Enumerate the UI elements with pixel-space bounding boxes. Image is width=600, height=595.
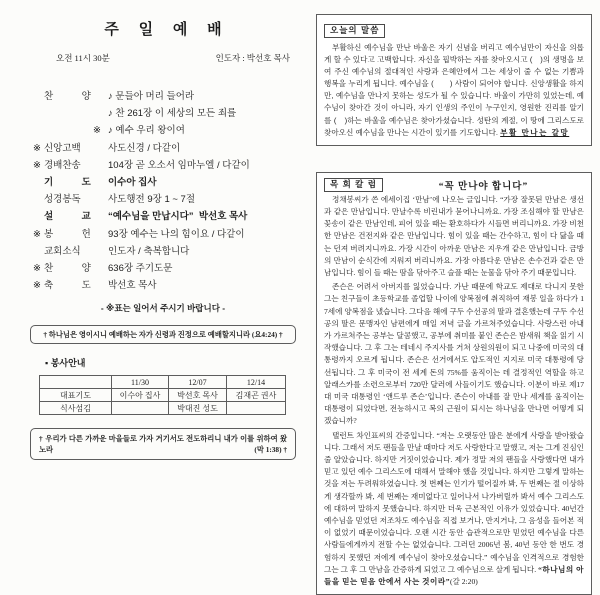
duty-header-row — [40, 376, 286, 389]
worship-leader: 인도자 : 박선호 목사 — [215, 53, 290, 63]
order-row-prayer — [30, 174, 296, 191]
order-row — [30, 243, 296, 260]
todays-word-text: 부활하신 예수님을 만난 바울은 자기 신념을 버리고 예수님만이 자신을 의롭게 할 수 있다고 고백합니다. 자신을 핍박하는 자를 찾아오시고 ( )의 생명을 보여 주신 예수님의 절대적인 사랑과 은혜안에서 그는 세상이 줄 수 없는 기쁨과 행복을 누리게 됩니다. 예수님을 ( ) 사람이 되어야 합니다. 신앙생활을 하지만, 예수님을 만나지 못하는 성도가 될 수 있습니다. 바울이 가만히 있었는데, 예수님이 찾아간 것이 아니라, 자기 인생의 주인이 누구인지, 영원한 진리를 알기를 ( )하는 바울을 예수님은 찾아가셨습니다. 성탄의 계절, 이 땅에 그리스도로 찾아오신 예수님을 만나는 시간이 있기를 기도합니다. — [324, 43, 584, 137]
worship-time: 오전 11시 30분 — [56, 53, 110, 63]
order-label: 신앙고백 — [44, 142, 81, 154]
duty-cell: 박대진 성도 — [169, 402, 227, 415]
stand-mark — [30, 191, 44, 208]
stand-mark — [30, 243, 44, 260]
verse-box-bottom — [30, 428, 296, 460]
pastoral-column-title: 목 회 칼 럼 — [324, 178, 383, 192]
duty-cell: 대표기도 — [40, 389, 112, 402]
order-row-sermon — [30, 208, 296, 225]
duty-cell: 박선호 목사 — [169, 389, 227, 402]
order-content: 사도신경 / 다같이 — [108, 142, 181, 154]
stand-mark — [30, 208, 44, 225]
duty-header-cell: 11/30 — [112, 376, 169, 389]
page-title: 주 일 예 배 — [104, 22, 230, 38]
pastoral-column-section — [316, 172, 592, 595]
order-label: 교회소식 — [44, 245, 81, 257]
pastoral-column-header — [324, 178, 584, 192]
todays-word-title: 오늘의 말씀 — [324, 24, 385, 38]
stand-mark: ※ — [33, 228, 41, 240]
stand-mark: ※ — [33, 159, 41, 171]
worship-order-list — [30, 88, 296, 294]
stand-mark — [30, 174, 44, 191]
order-label: 설 교 — [44, 211, 91, 223]
order-label: 찬 양 — [44, 262, 91, 274]
order-row — [30, 157, 296, 174]
verse-box-top: † 하나님은 영이시니 예배하는 자가 신령과 진정으로 예배할지니라 (요4:24) † — [30, 325, 296, 344]
stand-mark: ※ — [33, 262, 41, 274]
duty-cell: 이수아 집사 — [112, 389, 169, 402]
pastoral-paragraph-3-text: 탤런트 차인표씨의 간증입니다. “저는 오랫동안 많은 분에게 사랑을 받아왔습니다. 그래서 저도 팬들을 만날 때마다 저도 사랑한다고 말했고, 저는 그게 진심인 줄 알았습니다. 하지만 거짓이었습니다. 제가 정말 저의 팬들을 사랑했다면 내가 믿고 있던 예수 그리스도에 대해서 말해야 했을 것입니다. 하지만 그렇게 말하는 것을 저는 두려워하였습니다. 첫 번째는 인기가 떨어질까 봐, 두 번째는 절 이상하게 생각할까 봐, 세 번째는 재미없다고 일어나서 나가버릴까 봐서 예수 그리스도에 대하여 말하지 못했습니다. 하지만 더욱 근본적인 이유가 있었습니다. 40년간 예수님을 믿었던 저조차도 예수님을 직접 보거나, 만지거나, 그 음성을 들어본 적이 없었기 때문이었습니다. 오랜 시간 동안 습관적으로만 믿었던 예수님을 다른 사람들에게까지 전할 수는 없었습니다. 그러던 2006년 봄, 40년 동안 한 번도 경험하지 못했던 저에게 예수님이 찾아오셨습니다.” 예수님을 인격적으로 경험한 그는 그 후 그 만남을 간증하게 되었고 그 예수님으로 살게 됩니다. — [324, 430, 584, 574]
stand-mark: ※ — [33, 142, 41, 154]
duty-table — [39, 375, 286, 415]
todays-word-body — [324, 42, 584, 139]
order-row — [30, 260, 296, 277]
worship-order-column — [30, 18, 296, 460]
duty-header-cell — [40, 376, 112, 389]
order-label: 봉 헌 — [44, 228, 91, 240]
order-row — [30, 105, 296, 122]
stand-mark-inline: ※ — [93, 125, 101, 137]
duty-row-prayer — [40, 389, 286, 402]
order-content: 박선호 목사 — [108, 280, 157, 292]
order-label — [44, 105, 108, 122]
duty-header-cell: 12/07 — [169, 376, 227, 389]
order-content: “예수님을 만납시다” 박선호 목사 — [108, 211, 248, 223]
duty-header-cell: 12/14 — [227, 376, 286, 389]
order-content: ♪ 예수 우리 왕이여 — [108, 125, 185, 137]
service-guide-title: ▪ 봉사안내 — [45, 358, 86, 369]
order-row — [30, 122, 296, 139]
order-label: 경배찬송 — [44, 159, 81, 171]
stand-note: - ※표는 일어서 주시기 바랍니다 - — [100, 303, 226, 314]
order-row — [30, 226, 296, 243]
order-label: 기 도 — [44, 176, 91, 188]
order-content: 93장 예수는 나의 힘이요 / 다같이 — [108, 228, 245, 240]
pastoral-paragraph-3 — [324, 430, 584, 589]
order-content: 인도자 / 축복합니다 — [108, 245, 190, 257]
order-label: 성경봉독 — [44, 194, 81, 206]
worship-subheader — [30, 52, 296, 64]
order-content: ♪ 찬 261장 이 세상의 모든 죄를 — [108, 108, 237, 120]
duty-cell: 식사섬김 — [40, 402, 112, 415]
order-content: 이수아 집사 — [108, 176, 157, 188]
order-row — [30, 88, 296, 105]
order-content: ♪ 문들아 머리 들어라 — [108, 91, 195, 102]
scripture-quote: “하나님의 아들을 믿는 믿음 안에서 사는 것이라” — [324, 564, 585, 587]
pastoral-paragraph-1: 정채봉씨가 쓴 에세이집 ‘만남’에 나오는 글입니다. “가장 잘못된 만남은 생선과 같은 만남입니다. 만날수록 비린내가 묻어나니까요. 가장 조심해야 할 만남은 꽃송이 같은 만남인데, 피어 있을 때는 환호하다가 시들면 버리니까요. 가장 비천한 만남은 건전지와 같은 만남입니다. 힘이 있을 때는 간수하고, 힘이 다 닳을 때는 던져 버려지니까요. 가장 시간이 아까운 만남은 지우개 같은 만남입니다. 금방의 만남이 순식간에 지워져 버리니까요. 가장 아름다운 만남은 손수건과 같은 만남입니다. 힘이 들 때는 땀을 닦아주고 슬플 때는 눈물을 닦아 주기 때문입니다. — [324, 194, 584, 277]
articles-column — [316, 14, 592, 595]
stand-mark — [30, 105, 44, 122]
order-content: 636장 주기도문 — [108, 262, 173, 274]
order-row — [30, 140, 296, 157]
duty-row-meal — [40, 402, 286, 415]
order-label: 축 도 — [44, 280, 91, 292]
duty-cell: 김재곤 권사 — [227, 389, 286, 402]
todays-word-section — [316, 14, 592, 146]
duty-cell — [227, 402, 286, 415]
pastoral-column-heading: “꼭 만나야 합니다” — [438, 181, 529, 192]
stand-mark — [30, 88, 44, 105]
stand-mark: ※ — [33, 280, 41, 292]
order-row — [30, 191, 296, 208]
todays-word-highlight: 부활 만나는 갈망 — [500, 127, 570, 137]
verse-text: † 우리가 다른 가까운 마을들로 가자 거기서도 전도하리니 내가 이를 위하여 왔노라 — [39, 434, 287, 455]
order-content: 사도행전 9장 1 ~ 7절 — [108, 194, 196, 206]
duty-cell — [112, 402, 169, 415]
order-content: 104장 곧 오소서 임마누엘 / 다같이 — [108, 159, 250, 171]
pastoral-paragraph-2: 존슨은 어려서 아버지를 잃었습니다. 가난 때문에 학교도 제대로 다니지 못한 그는 친구들이 초등학교를 졸업할 나이에 양복점에 취직하여 재봉 일을 하다가 17세에 양복점을 냈습니다. 그다음 해에 구두 수선공의 딸과 결혼했는데 구두 수선공의 딸은 문맹자인 남편에게 매일 저녁 글을 가르쳐주었습니다. 사랑스런 아내가 가르쳐주는 공부는 달콤했고, 공부에 취미를 붙인 존슨은 밤새워 책을 읽기 시작했습니다. 그 후 그는 테네시 주지사를 거쳐 상원의원이 되고 나중에 미국의 대통령까지 오르게 됩니다. 존슨은 선거에서도 압도적인 지지로 미국 대통령에 당선됩니다. 그 후 미국이 전 세계 돈의 75%를 움직이는 데 결정적인 역할을 하고 알래스카를 소련으로부터 720만 달러에 사들이기도 했습니다. 이분이 바로 제17대 미국 대통령인 ‘앤드루 존슨’입니다. 존슨이 아내를 잘 만나 세계를 움직이는 대통령이 되었다면, 전능하시고 복의 근원이 되시는 하나님을 만나면 어떻게 되겠습니까? — [324, 282, 584, 426]
order-label: 찬 양 — [44, 91, 91, 102]
order-row — [30, 277, 296, 294]
verse-ref: (막 1:38) † — [254, 445, 287, 455]
stand-mark — [30, 122, 44, 139]
scripture-ref: (갈 2:20) — [450, 577, 478, 587]
